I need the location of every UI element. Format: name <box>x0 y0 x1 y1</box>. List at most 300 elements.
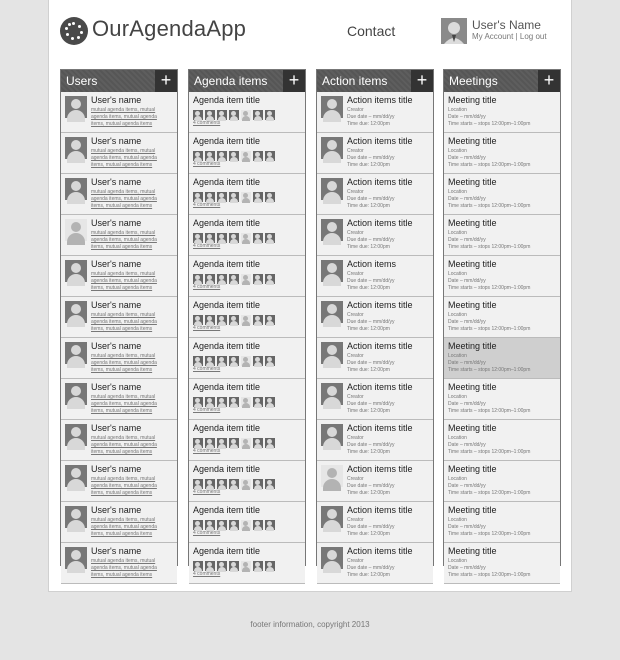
avatar-head <box>71 99 81 109</box>
avatar-icon <box>229 356 239 366</box>
user-card[interactable] <box>61 256 177 297</box>
mutual-agenda-items-link[interactable]: agenda items, mutual agenda <box>91 319 157 325</box>
avatar-body <box>266 403 274 408</box>
action-items-column-title: Action items <box>322 74 388 88</box>
action-item-title: Action items title <box>347 177 413 187</box>
avatar-body <box>266 157 274 162</box>
avatar-body <box>254 526 262 531</box>
users-column <box>60 69 178 578</box>
avatar-body <box>67 520 85 532</box>
avatar-icon <box>253 479 263 489</box>
action-item-card[interactable] <box>317 502 433 543</box>
action-items-column <box>316 69 434 578</box>
avatar-body <box>266 485 274 490</box>
action-item-due-date: Due date – mm/dd/yy <box>347 360 395 366</box>
avatar-head <box>71 181 81 191</box>
user-card[interactable] <box>61 379 177 420</box>
mutual-agenda-items-link[interactable]: items, mutual agenda items <box>91 572 153 578</box>
avatar-icon <box>229 274 239 284</box>
avatar-body <box>242 567 250 572</box>
mutual-agenda-items-link[interactable]: agenda items, mutual agenda <box>91 155 157 161</box>
meeting-time: Time starts – stops 12:00pm–1:00pm <box>448 326 531 332</box>
add-user-button[interactable]: + <box>155 70 177 92</box>
action-item-due-date: Due date – mm/dd/yy <box>347 114 395 120</box>
action-item-time-due: Time due: 12:00pm <box>347 449 390 455</box>
mutual-agenda-items-link[interactable]: mutual agenda items, mutual <box>91 189 156 195</box>
avatar-icon <box>217 520 227 530</box>
user-card[interactable] <box>61 338 177 379</box>
logout-link[interactable]: Log out <box>519 32 547 41</box>
avatar-icon <box>253 110 263 120</box>
user-card-name: User's name <box>91 300 142 310</box>
avatar-head <box>71 468 81 478</box>
agenda-item-card[interactable] <box>189 174 305 215</box>
avatar-body <box>230 280 238 285</box>
user-card[interactable] <box>61 133 177 174</box>
agenda-column-title: Agenda items <box>194 74 268 88</box>
action-items-column-header <box>317 70 433 92</box>
avatar-body <box>242 116 250 121</box>
mutual-agenda-items-link[interactable]: items, mutual agenda items <box>91 162 153 168</box>
avatar-icon <box>229 110 239 120</box>
avatar-body <box>230 116 238 121</box>
participant-avatars <box>193 517 277 527</box>
action-item-card[interactable] <box>317 297 433 338</box>
meeting-date: Date – mm/dd/yy <box>448 401 486 407</box>
meeting-card[interactable] <box>444 502 560 543</box>
avatar-head <box>71 345 81 355</box>
mutual-agenda-items-link[interactable]: mutual agenda items, mutual <box>91 107 156 113</box>
meeting-title: Meeting title <box>448 382 497 392</box>
mutual-agenda-items-link[interactable]: agenda items, mutual agenda <box>91 401 157 407</box>
action-item-title: Action items title <box>347 423 413 433</box>
avatar-body <box>266 362 274 367</box>
avatar-icon <box>193 110 203 120</box>
avatar-body <box>266 239 274 244</box>
avatar-icon <box>205 397 215 407</box>
agenda-item-card[interactable] <box>189 256 305 297</box>
comments-link[interactable]: 4 comments <box>193 407 221 413</box>
avatar-head <box>327 550 337 560</box>
meeting-title: Meeting title <box>448 423 497 433</box>
avatar-icon <box>65 260 87 282</box>
agenda-item-title: Agenda item title <box>193 136 261 146</box>
user-card-name: User's name <box>91 95 142 105</box>
user-card-name: User's name <box>91 546 142 556</box>
meeting-card[interactable] <box>444 256 560 297</box>
avatar-icon <box>217 151 227 161</box>
meetings-column <box>443 69 561 578</box>
participant-avatars <box>193 435 277 445</box>
meeting-location: Location <box>448 312 467 318</box>
user-card[interactable] <box>61 461 177 502</box>
avatar-body <box>242 157 250 162</box>
agenda-item-title: Agenda item title <box>193 505 261 515</box>
placeholder-avatar-icon <box>241 397 251 407</box>
comments-link[interactable]: 4 comments <box>193 530 221 536</box>
mutual-agenda-items-link[interactable]: agenda items, mutual agenda <box>91 278 157 284</box>
meeting-card[interactable] <box>444 297 560 338</box>
avatar-head <box>327 509 337 519</box>
user-card[interactable] <box>61 174 177 215</box>
mutual-agenda-items-link[interactable]: items, mutual agenda items <box>91 121 153 127</box>
mutual-agenda-items-link[interactable]: agenda items, mutual agenda <box>91 360 157 366</box>
avatar-body <box>230 485 238 490</box>
avatar-icon <box>205 356 215 366</box>
meeting-title: Meeting title <box>448 300 497 310</box>
mutual-agenda-items-link[interactable]: mutual agenda items, mutual <box>91 558 156 564</box>
action-item-time-due: Time due: 12:00pm <box>347 121 390 127</box>
comments-link[interactable]: 4 comments <box>193 202 221 208</box>
agenda-item-title: Agenda item title <box>193 259 261 269</box>
meeting-card[interactable] <box>444 461 560 502</box>
avatar-icon <box>193 315 203 325</box>
avatar-icon <box>321 342 343 364</box>
meeting-title: Meeting title <box>448 546 497 556</box>
agenda-item-title: Agenda item title <box>193 300 261 310</box>
comments-link[interactable]: 4 comments <box>193 366 221 372</box>
user-card-name: User's name <box>91 177 142 187</box>
meeting-title: Meeting title <box>448 136 497 146</box>
app-logo-icon[interactable] <box>60 17 88 45</box>
mutual-agenda-items-link[interactable]: items, mutual agenda items <box>91 490 153 496</box>
meeting-location: Location <box>448 435 467 441</box>
avatar-icon <box>229 561 239 571</box>
avatar-head <box>327 468 337 478</box>
meeting-card[interactable] <box>444 133 560 174</box>
avatar-head <box>327 181 337 191</box>
action-item-title: Action items title <box>347 218 413 228</box>
comments-link[interactable]: 4 comments <box>193 120 221 126</box>
action-item-time-due: Time due: 12:00pm <box>347 367 390 373</box>
agenda-item-title: Agenda item title <box>193 464 261 474</box>
meetings-column-title: Meetings <box>449 74 498 88</box>
account-links: My Account | Log out <box>472 32 547 41</box>
mutual-agenda-items-link[interactable]: mutual agenda items, mutual <box>91 435 156 441</box>
action-item-card[interactable] <box>317 420 433 461</box>
comments-link[interactable]: 4 comments <box>193 448 221 454</box>
action-item-due-date: Due date – mm/dd/yy <box>347 565 395 571</box>
avatar-icon <box>193 520 203 530</box>
mutual-agenda-items-link[interactable]: items, mutual agenda items <box>91 326 153 332</box>
mutual-agenda-items-link[interactable]: agenda items, mutual agenda <box>91 196 157 202</box>
user-avatar[interactable] <box>441 18 467 44</box>
avatar-head <box>71 386 81 396</box>
avatar-icon <box>321 260 343 282</box>
agenda-item-title: Agenda item title <box>193 218 261 228</box>
avatar-body <box>266 321 274 326</box>
user-card-name: User's name <box>91 136 142 146</box>
comments-link[interactable]: 4 comments <box>193 161 221 167</box>
mutual-agenda-items-link[interactable]: agenda items, mutual agenda <box>91 565 157 571</box>
placeholder-avatar-icon <box>65 219 87 241</box>
avatar-body <box>254 403 262 408</box>
placeholder-avatar-icon <box>241 110 251 120</box>
action-items-list <box>317 92 433 584</box>
avatar-icon <box>193 274 203 284</box>
avatar-head <box>327 263 337 273</box>
agenda-item-card[interactable] <box>189 215 305 256</box>
mutual-agenda-items-link[interactable]: items, mutual agenda items <box>91 244 153 250</box>
placeholder-avatar-icon <box>241 520 251 530</box>
avatar-body <box>242 403 250 408</box>
mutual-agenda-items-link[interactable]: agenda items, mutual agenda <box>91 524 157 530</box>
avatar-icon <box>229 151 239 161</box>
mutual-agenda-items-link[interactable]: mutual agenda items, mutual <box>91 394 156 400</box>
avatar-icon <box>253 233 263 243</box>
user-card[interactable] <box>61 420 177 461</box>
avatar-body <box>67 274 85 286</box>
mutual-agenda-items-link[interactable]: mutual agenda items, mutual <box>91 353 156 359</box>
action-item-card[interactable] <box>317 92 433 133</box>
avatar-icon <box>205 110 215 120</box>
avatar-body <box>323 438 341 450</box>
add-agenda-item-button[interactable]: + <box>283 70 305 92</box>
avatar-icon <box>205 479 215 489</box>
app-title[interactable]: OurAgendaApp <box>92 16 247 41</box>
avatar-icon <box>321 301 343 323</box>
avatar-icon <box>65 301 87 323</box>
meeting-date: Date – mm/dd/yy <box>448 114 486 120</box>
meeting-title: Meeting title <box>448 505 497 515</box>
user-card[interactable] <box>61 297 177 338</box>
avatar-head <box>71 222 81 232</box>
participant-avatars <box>193 148 277 158</box>
meeting-time: Time starts – stops 12:00pm–1:00pm <box>448 572 531 578</box>
avatar-body <box>67 561 85 573</box>
mutual-agenda-items-link[interactable]: mutual agenda items, mutual <box>91 148 156 154</box>
action-item-card[interactable] <box>317 256 433 297</box>
mutual-agenda-items-link[interactable]: items, mutual agenda items <box>91 285 153 291</box>
avatar-body <box>266 444 274 449</box>
comments-link[interactable]: 4 comments <box>193 325 221 331</box>
user-card-name: User's name <box>91 505 142 515</box>
avatar-body <box>266 198 274 203</box>
meetings-list <box>444 92 560 584</box>
agenda-item-card[interactable] <box>189 379 305 420</box>
placeholder-avatar-icon <box>241 561 251 571</box>
avatar-body <box>254 157 262 162</box>
avatar-icon <box>205 561 215 571</box>
action-item-time-due: Time due: 12:00pm <box>347 531 390 537</box>
action-item-time-due: Time due: 12:00pm <box>347 285 390 291</box>
agenda-item-card[interactable] <box>189 92 305 133</box>
avatar-icon <box>253 315 263 325</box>
action-item-card[interactable] <box>317 338 433 379</box>
mutual-agenda-items-link[interactable]: mutual agenda items, mutual <box>91 476 156 482</box>
user-card[interactable] <box>61 215 177 256</box>
avatar-icon <box>265 315 275 325</box>
action-item-card[interactable] <box>317 133 433 174</box>
user-card[interactable] <box>61 543 177 584</box>
comments-link[interactable]: 4 comments <box>193 284 221 290</box>
avatar-icon <box>321 219 343 241</box>
avatar-icon <box>217 397 227 407</box>
mutual-agenda-items-link[interactable]: items, mutual agenda items <box>91 367 153 373</box>
avatar-icon <box>229 315 239 325</box>
avatar-body <box>254 239 262 244</box>
avatar-icon <box>193 397 203 407</box>
action-item-title: Action items title <box>347 300 413 310</box>
avatar-icon <box>321 424 343 446</box>
action-item-creator: Creator <box>347 107 364 113</box>
meeting-title: Meeting title <box>448 95 497 105</box>
avatar-icon <box>265 274 275 284</box>
avatar-icon <box>65 465 87 487</box>
user-card[interactable] <box>61 502 177 543</box>
avatar-body <box>67 192 85 204</box>
agenda-item-card[interactable] <box>189 543 305 584</box>
avatar-icon <box>205 438 215 448</box>
comments-link[interactable]: 4 comments <box>193 243 221 249</box>
mutual-agenda-items-link[interactable]: items, mutual agenda items <box>91 408 153 414</box>
meeting-time: Time starts – stops 12:00pm–1:00pm <box>448 162 531 168</box>
action-item-time-due: Time due: 12:00pm <box>347 490 390 496</box>
add-action-item-button[interactable]: + <box>411 70 433 92</box>
agenda-item-card[interactable] <box>189 420 305 461</box>
meeting-card[interactable] <box>444 379 560 420</box>
meeting-card[interactable] <box>444 543 560 584</box>
meeting-title: Meeting title <box>448 259 497 269</box>
avatar-icon <box>265 397 275 407</box>
action-item-due-date: Due date – mm/dd/yy <box>347 319 395 325</box>
avatar-icon <box>229 520 239 530</box>
comments-link[interactable]: 4 comments <box>193 571 221 577</box>
user-card-name: User's name <box>91 218 142 228</box>
meeting-title: Meeting title <box>448 218 497 228</box>
avatar-body <box>67 151 85 163</box>
avatar-icon <box>265 110 275 120</box>
mutual-agenda-items-link[interactable]: items, mutual agenda items <box>91 449 153 455</box>
avatar-icon <box>65 383 87 405</box>
avatar-body <box>242 526 250 531</box>
avatar-body <box>242 239 250 244</box>
avatar-icon <box>265 192 275 202</box>
mutual-agenda-items-link[interactable]: agenda items, mutual agenda <box>91 237 157 243</box>
avatar-body <box>323 397 341 409</box>
action-item-due-date: Due date – mm/dd/yy <box>347 237 395 243</box>
avatar-body <box>323 479 341 491</box>
meeting-card[interactable] <box>444 338 560 379</box>
avatar-icon <box>65 342 87 364</box>
mutual-agenda-items-link[interactable]: mutual agenda items, mutual <box>91 517 156 523</box>
meeting-time: Time starts – stops 12:00pm–1:00pm <box>448 285 531 291</box>
mutual-agenda-items-link[interactable]: items, mutual agenda items <box>91 531 153 537</box>
placeholder-avatar-icon <box>241 356 251 366</box>
agenda-item-card[interactable] <box>189 338 305 379</box>
avatar-icon <box>265 561 275 571</box>
meeting-card[interactable] <box>444 215 560 256</box>
avatar-body <box>323 274 341 286</box>
participant-avatars <box>193 230 277 240</box>
add-meeting-button[interactable]: + <box>538 70 560 92</box>
avatar-icon <box>321 96 343 118</box>
action-item-card[interactable] <box>317 543 433 584</box>
action-item-card[interactable] <box>317 174 433 215</box>
avatar-icon <box>193 438 203 448</box>
mutual-agenda-items-link[interactable]: mutual agenda items, mutual <box>91 271 156 277</box>
agenda-item-title: Agenda item title <box>193 546 261 556</box>
mutual-agenda-items-link[interactable]: mutual agenda items, mutual <box>91 312 156 318</box>
avatar-head <box>327 345 337 355</box>
meeting-card[interactable] <box>444 92 560 133</box>
avatar-icon <box>229 397 239 407</box>
meeting-time: Time starts – stops 12:00pm–1:00pm <box>448 490 531 496</box>
avatar-icon <box>205 233 215 243</box>
avatar-head <box>71 263 81 273</box>
meeting-date: Date – mm/dd/yy <box>448 565 486 571</box>
agenda-item-title: Agenda item title <box>193 95 261 105</box>
action-item-time-due: Time due: 12:00pm <box>347 162 390 168</box>
avatar-body <box>266 526 274 531</box>
comments-link[interactable]: 4 comments <box>193 489 221 495</box>
avatar-body <box>254 567 262 572</box>
avatar-icon <box>217 110 227 120</box>
action-item-card[interactable] <box>317 461 433 502</box>
avatar-head <box>71 140 81 150</box>
avatar-body <box>323 151 341 163</box>
avatar-icon <box>193 479 203 489</box>
action-item-due-date: Due date – mm/dd/yy <box>347 155 395 161</box>
action-item-creator: Creator <box>347 230 364 236</box>
avatar-icon <box>253 438 263 448</box>
avatar-icon <box>205 151 215 161</box>
avatar-body <box>266 280 274 285</box>
my-account-link[interactable]: My Account <box>472 32 514 41</box>
avatar-icon <box>205 315 215 325</box>
action-item-creator: Creator <box>347 148 364 154</box>
meeting-time: Time starts – stops 12:00pm–1:00pm <box>448 121 531 127</box>
mutual-agenda-items-link[interactable]: mutual agenda items, mutual <box>91 230 156 236</box>
mutual-agenda-items-link[interactable]: agenda items, mutual agenda <box>91 114 157 120</box>
mutual-agenda-items-link[interactable]: items, mutual agenda items <box>91 203 153 209</box>
avatar-body <box>67 233 85 245</box>
contact-link[interactable]: Contact <box>347 23 396 39</box>
mutual-agenda-items-link[interactable]: agenda items, mutual agenda <box>91 483 157 489</box>
agenda-item-card[interactable] <box>189 461 305 502</box>
agenda-item-card[interactable] <box>189 297 305 338</box>
action-item-creator: Creator <box>347 435 364 441</box>
users-list <box>61 92 177 584</box>
avatar-icon <box>321 547 343 569</box>
meeting-card[interactable] <box>444 420 560 461</box>
avatar-icon <box>229 192 239 202</box>
meeting-title: Meeting title <box>448 177 497 187</box>
users-column-header <box>61 70 177 92</box>
avatar-body <box>254 198 262 203</box>
user-card[interactable] <box>61 92 177 133</box>
agenda-item-card[interactable] <box>189 502 305 543</box>
action-item-due-date: Due date – mm/dd/yy <box>347 483 395 489</box>
action-item-card[interactable] <box>317 379 433 420</box>
avatar-body <box>254 280 262 285</box>
agenda-item-card[interactable] <box>189 133 305 174</box>
meeting-card[interactable] <box>444 174 560 215</box>
action-item-time-due: Time due: 12:00pm <box>347 326 390 332</box>
avatar-body <box>230 321 238 326</box>
avatar-body <box>242 280 250 285</box>
avatar-icon <box>205 192 215 202</box>
meeting-date: Date – mm/dd/yy <box>448 237 486 243</box>
avatar-icon <box>205 274 215 284</box>
meeting-location: Location <box>448 148 467 154</box>
avatar-icon <box>253 274 263 284</box>
mutual-agenda-items-link[interactable]: agenda items, mutual agenda <box>91 442 157 448</box>
action-item-due-date: Due date – mm/dd/yy <box>347 196 395 202</box>
action-item-time-due: Time due: 12:00pm <box>347 244 390 250</box>
action-item-card[interactable] <box>317 215 433 256</box>
avatar-icon <box>265 520 275 530</box>
